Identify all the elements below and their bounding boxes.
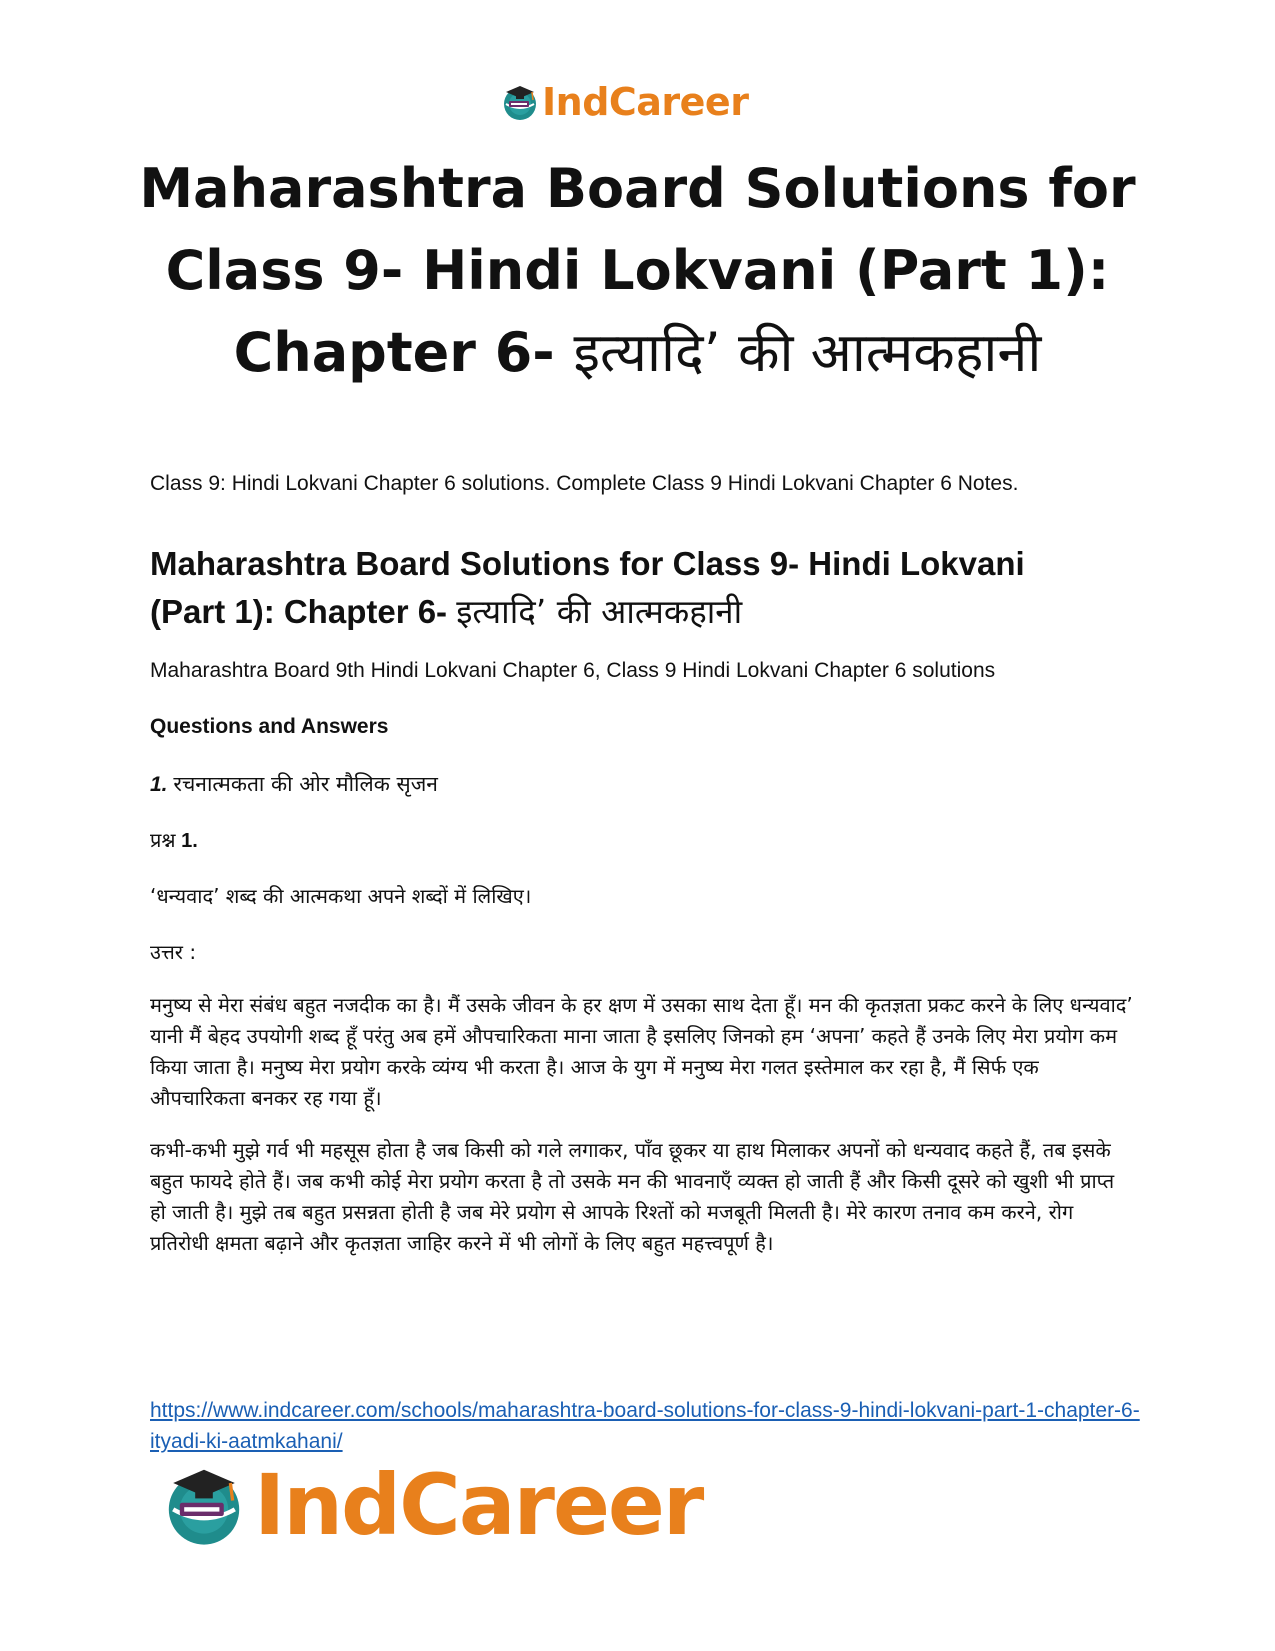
- qa-heading: Questions and Answers: [150, 715, 389, 738]
- title-line-3-en: Chapter 6-: [233, 321, 555, 384]
- section-heading: [150, 540, 1150, 636]
- indcareer-logo-bottom: [160, 1456, 703, 1554]
- intro-text: Class 9: Hindi Lokvani Chapter 6 solutions. Complete Class 9 Hindi Lokvani Chapter 6 Notes.: [150, 472, 1019, 495]
- section-heading-line-1: Maharashtra Board Solutions for Class 9- Hindi Lokvani: [150, 545, 1025, 582]
- answer-label: उत्तर :: [150, 940, 197, 964]
- subheading: Maharashtra Board 9th Hindi Lokvani Chapter 6, Class 9 Hindi Lokvani Chapter 6 solutions: [150, 659, 996, 682]
- indcareer-logo-top: [500, 82, 748, 122]
- question-section-title: [150, 770, 438, 798]
- question-section-text: रचनात्मकता की ओर मौलिक सृजन: [173, 772, 438, 796]
- title-line-2: Class 9- Hindi Lokvani (Part 1):: [165, 239, 1110, 302]
- prashn-label: प्रश्न: [150, 828, 176, 852]
- question-text: ‘धन्यवाद’ शब्द की आत्मकथा अपने शब्दों में लिखिए।: [150, 884, 532, 908]
- answer-paragraph-2: कभी-कभी मुझे गर्व भी महसूस होता है जब किसी को गले लगाकर, पाँव छूकर या हाथ मिलाकर अपनों को धन्यवाद कहते हैं, तब इसके बहुत फायदे होते हैं। जब कभी कोई मेरा प्रयोग करता है तो उसके मन की भावनाएँ व्यक्त हो जाती हैं और किसी दूसरे को खुशी भी प्राप्त हो जाती है। मुझे तब बहुत प्रसन्नता होती है जब मेरे प्रयोग से आपके रिश्तों को मजबूती मिलती है। मेरे कारण तनाव कम करने, रोग प्रतिरोधी क्षमता बढ़ाने और कृतज्ञता जाहिर करने में भी लोगों के लिए बहुत महत्त्वपूर्ण है।: [150, 1138, 1115, 1255]
- question-label: [150, 826, 198, 853]
- footer-logo-wordmark: IndCareer: [254, 1456, 703, 1554]
- answer-paragraph-1: मनुष्य से मेरा संबंध बहुत नजदीक का है। मैं उसके जीवन के हर क्षण में उसका साथ देता हूँ। मन की कृतज्ञता प्रकट करने के लिए धन्यवाद’ यानी मैं बेहद उपयोगी शब्द हूँ परंतु अब हमें औपचारिकता माना जाता है इसलिए जिनको हम ‘अपना’ कहते हैं उनके लिए मेरा प्रयोग कम किया जाता है। मनुष्य मेरा प्रयोग करके व्यंग्य भी करता है। आज के युग में मनुष्य मेरा गलत इस्तेमाल कर रहा है, मैं सिर्फ एक औपचारिकता बनकर रह गया हूँ।: [150, 993, 1133, 1110]
- section-heading-line-2-en: (Part 1): Chapter 6-: [150, 593, 448, 630]
- section-heading-line-2-hi: इत्यादि’ की आत्मकहानी: [456, 592, 743, 631]
- question-section-number: 1.: [150, 773, 168, 796]
- logo-wordmark: IndCareer: [542, 80, 749, 124]
- page-title: [0, 148, 1275, 394]
- title-line-1: Maharashtra Board Solutions for: [139, 157, 1136, 220]
- graduation-globe-icon: [500, 82, 540, 122]
- prashn-number: 1.: [181, 830, 198, 852]
- source-link[interactable]: https://www.indcareer.com/schools/maharashtra-board-solutions-for-class-9-hindi-lokvani-part-1-chapter-6-ityadi-ki-aatmkahani/: [150, 1399, 1140, 1453]
- title-line-3-hi: इत्यादि’ की आत्मकहानी: [573, 321, 1042, 384]
- graduation-globe-icon: [160, 1461, 248, 1549]
